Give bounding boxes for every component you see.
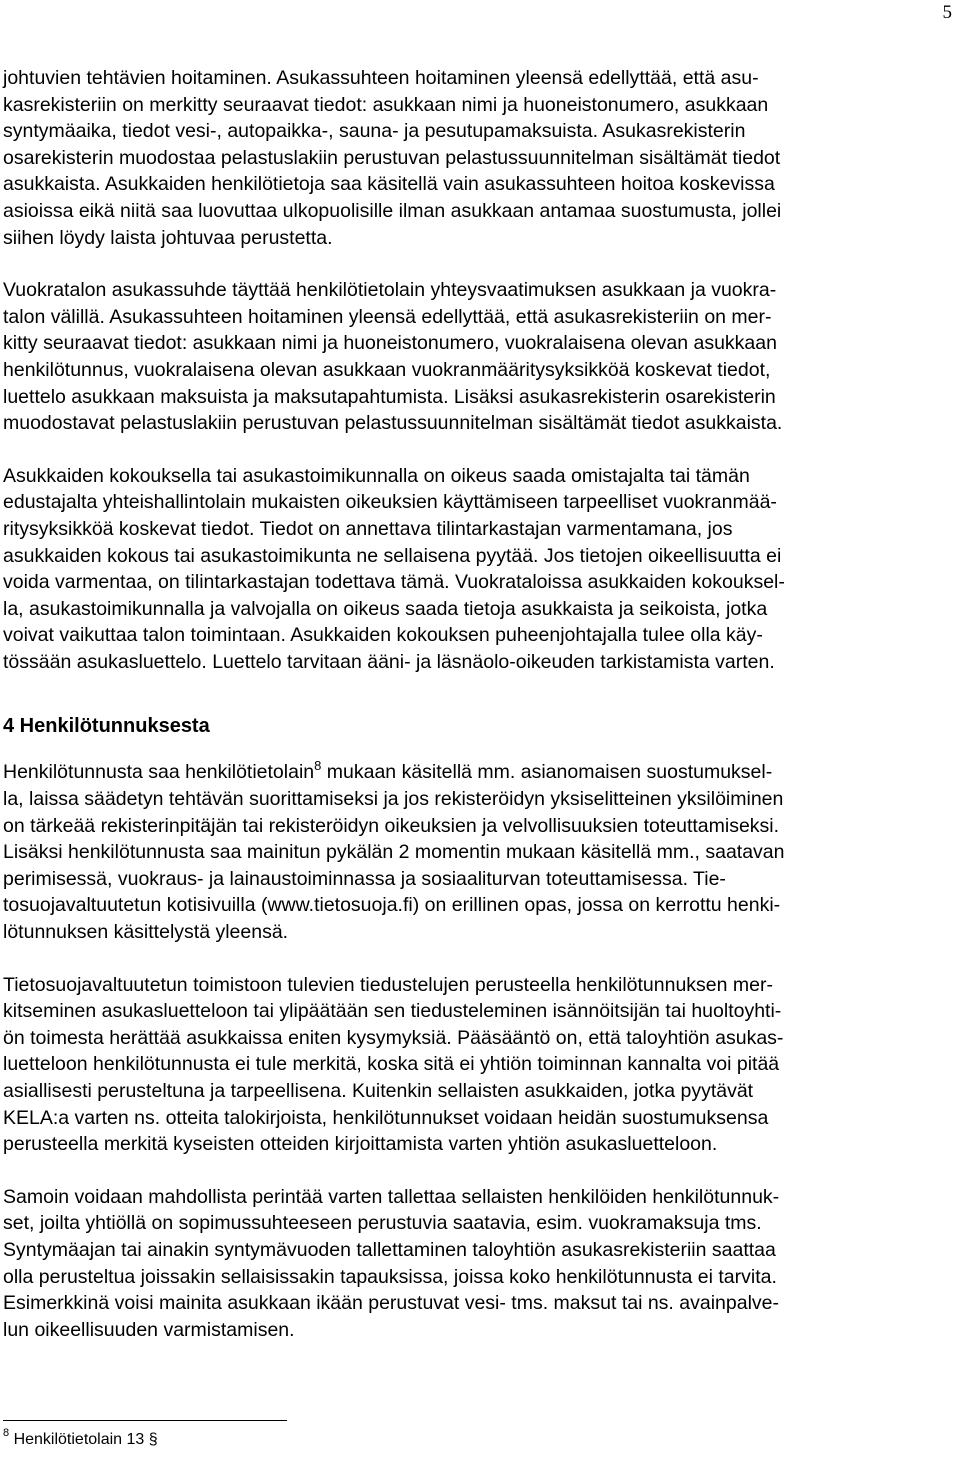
text-line: la, asukastoimikunnalla ja valvojalla on oikeus saada tietoja asukkaista ja seikoista, jotka bbox=[3, 597, 768, 620]
text-line: luetteloon henkilötunnusta ei tule merkitä, koska sitä ei yhtiön toiminnan kannalta voi pitää bbox=[3, 1053, 780, 1076]
text-line: asukkaiden kokous tai asukastoimikunta ne sellaisena pyytää. Jos tietojen oikeellisuutta ei bbox=[3, 544, 782, 567]
text-line: tosuojavaltuutetun kotisivuilla (www.tietosuoja.fi) on erillinen opas, jossa on kerrottu henki- bbox=[3, 894, 781, 917]
text-line: Tietosuojavaltuutetun toimistoon tulevien tiedustelujen perusteella henkilötunnuksen mer- bbox=[3, 973, 773, 996]
text-line: Lisäksi henkilötunnusta saa mainitun pykälän 2 momentin mukaan käsitellä mm., saatavan bbox=[3, 841, 785, 864]
text-line: talon välillä. Asukassuhteen hoitaminen yleensä edellyttää, että asukasrekisteriin on mer- bbox=[3, 305, 772, 328]
text-line: perimisessä, vuokraus- ja lainaustoiminnassa ja sosiaaliturvan toteuttamisessa. Tie- bbox=[3, 867, 726, 890]
text-segment: Henkilötunnusta saa henkilötietolain bbox=[3, 761, 315, 784]
text-line: johtuvien tehtävien hoitaminen. Asukassuhteen hoitaminen yleensä edellyttää, että asu- bbox=[3, 67, 759, 89]
text-line: ön toimesta herättää asukkaissa eniten kysymyksiä. Pääsääntö on, että taloyhtiön asukas- bbox=[3, 1026, 784, 1049]
text-line: perusteella merkitä kyseisten otteiden kirjoittamista varten yhtiön asukasluetteloon. bbox=[3, 1133, 718, 1156]
paragraph-debt-collection bbox=[3, 1184, 957, 1344]
page-number: 5 bbox=[942, 2, 952, 23]
paragraph-personal-id-basis bbox=[3, 759, 957, 945]
text-line: Samoin voidaan mahdollista perintää varten tallettaa sellaisten henkilöiden henkilötunnuk- bbox=[3, 1185, 780, 1208]
footnote bbox=[3, 1426, 158, 1451]
text-line: kitty seuraavat tiedot: asukkaan nimi ja huoneistonumero, vuokralaisena olevan asukkaan bbox=[3, 332, 777, 355]
text-line: kitseminen asukasluetteloon tai ylipäätään sen tiedusteleminen isännöitsijän tai huoltoyhti- bbox=[3, 1000, 782, 1023]
paragraph-rental-housing bbox=[3, 277, 957, 437]
footnote-reference[interactable]: 8 bbox=[314, 757, 322, 773]
text-line-with-footnote-ref bbox=[3, 759, 957, 786]
text-line: Esimerkkinä voisi mainita asukkaan ikään perustuvat vesi- tms. maksut tai ns. avainpalve- bbox=[3, 1292, 779, 1315]
footnote-separator bbox=[3, 1420, 287, 1421]
text-line: set, joilta yhtiöllä on sopimussuhteeseen perustuvia saatavia, esim. vuokramaksuja tms. bbox=[3, 1212, 762, 1235]
text-line: Asukkaiden kokouksella tai asukastoimikunnalla on oikeus saada omistajalta tai tämän bbox=[3, 464, 750, 487]
text-line: tössään asukasluettelo. Luettelo tarvitaan ääni- ja läsnäolo-oikeuden tarkistamista varten. bbox=[3, 650, 775, 673]
text-line: lun oikeellisuuden varmistamisen. bbox=[3, 1318, 295, 1341]
paragraph-ombudsman-inquiries bbox=[3, 972, 957, 1158]
text-line: asioissa eikä niitä saa luovuttaa ulkopuolisille ilman asukkaan antamaa suostumusta, jollei bbox=[3, 199, 782, 222]
text-line: asiallisesti perusteltuna ja tarpeellisena. Kuitenkin sellaisten asukkaiden, jotka pyytävät bbox=[3, 1080, 754, 1102]
text-line: Vuokratalon asukassuhde täyttää henkilötietolain yhteysvaatimuksen asukkaan ja vuokra- bbox=[3, 279, 777, 302]
text-line: KELA:a varten ns. otteita talokirjoista, henkilötunnukset voidaan heidän suostumuksensa bbox=[3, 1106, 769, 1129]
text-line: kasrekisteriin on merkitty seuraavat tiedot: asukkaan nimi ja huoneistonumero, asukkaan bbox=[3, 93, 769, 116]
text-line: edustajalta yhteishallintolain mukaisten oikeuksien käyttämiseen tarpeelliset vuokranmää- bbox=[3, 491, 777, 514]
text-line: on tärkeää rekisterinpitäjän tai rekisteröidyn oikeuksien ja velvollisuuksien toteuttamiseksi. bbox=[3, 814, 780, 837]
text-line: siihen löydy laista johtuvaa perustetta. bbox=[3, 226, 333, 249]
text-segment: mukaan käsitellä mm. asianomaisen suostumuksel- bbox=[321, 761, 773, 784]
text-line: muodostavat pelastuslakiin perustuvan pelastussuunnitelman sisältämät tiedot asukkaista. bbox=[3, 412, 783, 435]
text-line: la, laissa säädetyn tehtävän suorittamiseksi ja jos rekisteröidyn yksiselitteinen yksilöiminen bbox=[3, 788, 784, 811]
section-heading: 4 Henkilötunnuksesta bbox=[3, 715, 210, 738]
paragraph-resident-register bbox=[3, 65, 957, 251]
text-line: ritysyksikköä koskevat tiedot. Tiedot on annettava tilintarkastajan varmentamana, jos bbox=[3, 517, 733, 540]
document-body bbox=[3, 65, 957, 1343]
text-line: voivat vaikuttaa talon toimintaan. Asukkaiden kokouksen puheenjohtajalla tulee olla käy- bbox=[3, 624, 763, 647]
text-line: syntymäaika, tiedot vesi-, autopaikka-, sauna- ja pesutupamaksuista. Asukasrekisterin bbox=[3, 120, 746, 143]
text-line: henkilötunnus, vuokralaisena olevan asukkaan vuokranmääritysyksikköä koskevat tiedot, bbox=[3, 358, 771, 381]
text-line: Syntymäajan tai ainakin syntymävuoden tallettaminen taloyhtiön asukasrekisteriin saattaa bbox=[3, 1238, 776, 1261]
footnote-text: Henkilötietolain 13 § bbox=[9, 1431, 158, 1448]
text-line: voida varmentaa, on tilintarkastajan todettava tämä. Vuokrataloissa asukkaiden kokouksel- bbox=[3, 571, 785, 594]
footnote-number: 8 bbox=[3, 1426, 10, 1439]
paragraph-resident-meeting bbox=[3, 463, 957, 676]
text-line: olla perusteltua joissakin sellaisissakin tapauksissa, joissa koko henkilötunnusta ei tarvita. bbox=[3, 1265, 777, 1288]
text-line: luettelo asukkaan maksuista ja maksutapahtumista. Lisäksi asukasrekisterin osarekisterin bbox=[3, 385, 776, 408]
text-line: lötunnuksen käsittelystä yleensä. bbox=[3, 921, 289, 944]
text-line: asukkaista. Asukkaiden henkilötietoja saa käsitellä vain asukassuhteen hoitoa koskevissa bbox=[3, 173, 775, 196]
text-line: osarekisterin muodostaa pelastuslakiin perustuvan pelastussuunnitelman sisältämät tiedot bbox=[3, 146, 781, 169]
